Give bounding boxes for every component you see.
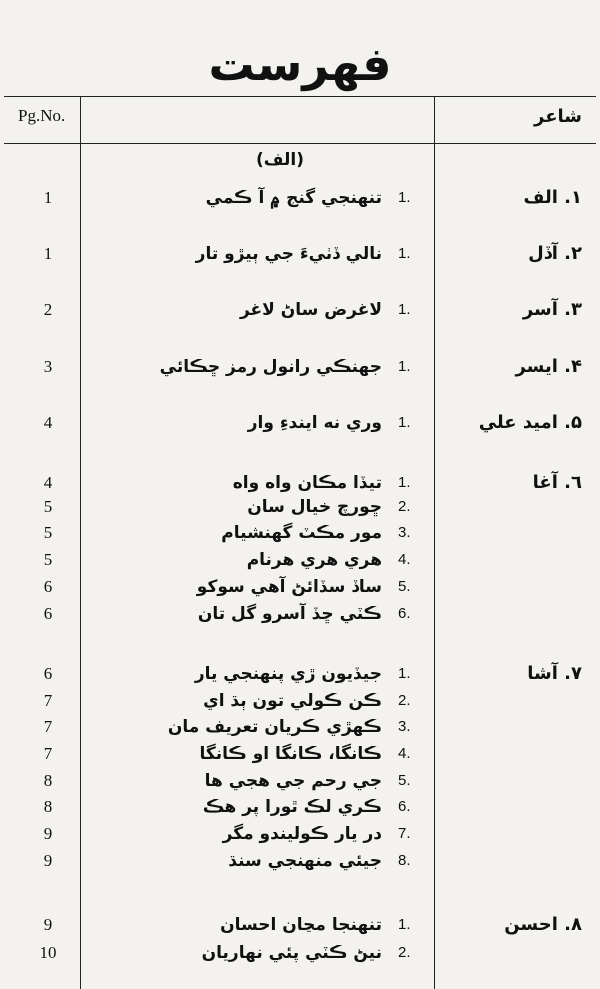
item-number: 4. — [398, 745, 411, 762]
page-number: 8 — [43, 797, 53, 816]
poem-title: وري نه ايندءِ وار — [247, 413, 382, 433]
poem-title: جيئي منهنجي سنڌ — [228, 851, 382, 871]
item-number: 2. — [398, 944, 411, 961]
contents-row — [0, 912, 600, 938]
page-number: 8 — [43, 771, 53, 790]
item-number: 1. — [398, 189, 411, 206]
section-heading-alif: (الف) — [255, 150, 305, 170]
page-number: 3 — [43, 357, 53, 376]
page-number: 7 — [43, 744, 53, 763]
item-number: 8. — [398, 852, 411, 869]
poem-title: ڪهڙي ڪريان تعريف مان — [167, 717, 382, 737]
contents-row — [0, 574, 600, 600]
page-number: 4 — [43, 473, 53, 492]
contents-row — [0, 185, 600, 211]
poet-column-header: شاعر — [534, 106, 582, 127]
page-number: 2 — [43, 300, 53, 319]
contents-row — [0, 940, 600, 966]
poet-name: ۴. ايسر — [515, 356, 582, 377]
page-number: 5 — [43, 523, 53, 542]
contents-row — [0, 354, 600, 380]
contents-row — [0, 241, 600, 267]
poem-title: هري هري هرنام — [246, 550, 382, 570]
item-number: 3. — [398, 524, 411, 541]
poem-title: در يار ڪوليندو مگر — [222, 824, 382, 844]
poem-title: تيڏا مڪان واه واه — [232, 473, 382, 493]
contents-row — [0, 794, 600, 820]
page-number: 5 — [43, 497, 53, 516]
item-number: 1. — [398, 916, 411, 933]
contents-row — [0, 688, 600, 714]
poem-title: لاغرض ساڻ لاغر — [239, 300, 382, 320]
contents-row — [0, 741, 600, 767]
item-number: 1. — [398, 665, 411, 682]
poem-title: تنهنجي گنج ۾ آ ڪمي — [205, 188, 382, 208]
item-number: 6. — [398, 798, 411, 815]
table-top-rule — [4, 96, 596, 97]
poem-title: تنهنجا مڃان احسان — [220, 915, 382, 935]
poem-title: ڪانگا، ڪانگا او ڪانگا — [199, 744, 382, 764]
poem-title: نيڻ ڪٽي پئي نهاريان — [201, 943, 382, 963]
page-number: 9 — [43, 915, 53, 934]
header-bottom-rule — [4, 143, 596, 144]
poem-title: مور مڪٽ گهنشيام — [221, 523, 382, 543]
item-number: 3. — [398, 718, 411, 735]
contents-row — [0, 768, 600, 794]
page-number: 9 — [43, 851, 53, 870]
item-number: 6. — [398, 605, 411, 622]
item-number: 5. — [398, 578, 411, 595]
poem-title: ڇورچ خيال سان — [247, 497, 382, 517]
item-number: 2. — [398, 498, 411, 515]
page-title: فهرست — [208, 37, 392, 91]
contents-row — [0, 410, 600, 436]
contents-row — [0, 547, 600, 573]
contents-row — [0, 297, 600, 323]
poem-title: جي رحم جي هجي ها — [204, 771, 382, 791]
poem-title: ساڏ سڏائڻ آهي سوکو — [196, 577, 382, 597]
page-number: 10 — [39, 943, 57, 962]
poet-name: ١. الف — [523, 187, 582, 208]
poet-name: ٣. آسر — [522, 299, 582, 320]
poem-title: نالي ڏٺيءَ جي ٻيڙو تار — [195, 244, 382, 264]
item-number: 2. — [398, 692, 411, 709]
poem-title: ڪري لڪ ٿورا پر هڪ — [202, 797, 382, 817]
poet-name: ٦. آغا — [532, 472, 582, 493]
page-number: 6 — [43, 577, 53, 596]
contents-row — [0, 848, 600, 874]
poem-title: جهنڪي رانول رمز ڇڪائي — [159, 357, 382, 377]
item-number: 5. — [398, 772, 411, 789]
poem-title: جيڏيون ڙي پنهنجي يار — [194, 664, 382, 684]
item-number: 1. — [398, 474, 411, 491]
poem-title: ڪن ڪولي تون ٻڌ اي — [203, 691, 382, 711]
item-number: 1. — [398, 301, 411, 318]
poem-title: ڪٽي ڇڏ آسرو گل تان — [197, 604, 382, 624]
item-number: 1. — [398, 414, 411, 431]
page-number: 9 — [43, 824, 53, 843]
poet-name: ٢. آڏل — [528, 243, 582, 264]
item-number: 1. — [398, 358, 411, 375]
item-number: 4. — [398, 551, 411, 568]
item-number: 7. — [398, 825, 411, 842]
page-number: 7 — [43, 717, 53, 736]
page-number: 7 — [43, 691, 53, 710]
page-number-column-header: Pg.No. — [18, 106, 66, 125]
page-number: 6 — [43, 664, 53, 683]
poet-name: ٨. احسن — [504, 914, 582, 935]
contents-row — [0, 470, 600, 496]
page-number: 5 — [43, 550, 53, 569]
contents-row — [0, 714, 600, 740]
contents-row — [0, 601, 600, 627]
contents-row — [0, 821, 600, 847]
contents-row — [0, 520, 600, 546]
poet-name: ۵. اميد علي — [478, 412, 582, 433]
poet-name: ٧. آشا — [527, 663, 582, 684]
page-number: 1 — [43, 188, 53, 207]
contents-row — [0, 494, 600, 520]
item-number: 1. — [398, 245, 411, 262]
page-number: 1 — [43, 244, 53, 263]
page-number: 6 — [43, 604, 53, 623]
contents-row — [0, 661, 600, 687]
page-number: 4 — [43, 413, 53, 432]
